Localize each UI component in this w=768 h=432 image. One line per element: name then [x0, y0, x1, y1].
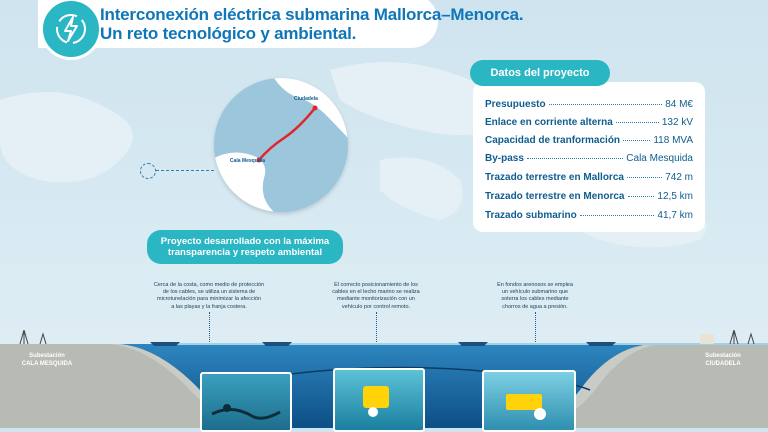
rov-photo [333, 368, 425, 432]
transparency-banner [147, 230, 343, 264]
caption-line: mediante monitorización con un [337, 296, 415, 303]
route-map [214, 78, 348, 212]
data-row [485, 153, 693, 164]
data-row [485, 191, 693, 202]
data-label: Capacidad de tranformación [485, 135, 621, 146]
caption-line: El correcto posicionamiento de los [334, 282, 418, 288]
substation-cala-mesquida [12, 352, 82, 368]
station-name: CIUDADELA [705, 361, 741, 367]
map-label-cala-mesquida: Cala Mesquida [230, 158, 266, 164]
trencher-photo [482, 370, 576, 432]
data-label: Trazado terrestre en Menorca [485, 191, 625, 202]
data-row [485, 99, 693, 110]
page-title-line1: Interconexión eléctrica submarina Mallorca–Menorca. [100, 5, 524, 24]
data-value: 742 m [665, 172, 693, 183]
station-name: CALA MESQUIDA [21, 361, 73, 367]
data-value: 41,7 km [657, 210, 693, 221]
data-row [485, 117, 693, 128]
banner-line2: transparencia y respeto ambiental [167, 247, 323, 258]
caption-sandy-bottom [465, 282, 605, 311]
data-value: 12,5 km [657, 191, 693, 202]
caption-line: En fondos arenosos se emplea [497, 282, 573, 288]
caption-line: a las playas y la franja costera. [171, 303, 247, 310]
station-label: Subestación [29, 353, 65, 359]
caption-microtunnel [139, 282, 279, 311]
substation-ciudadela [688, 352, 758, 368]
data-row [485, 172, 693, 183]
caption-line: un vehículo submarino que [501, 289, 569, 296]
data-label: Enlace en corriente alterna [485, 117, 613, 128]
caption-line: de los cables, se utiliza un sistema de [162, 289, 256, 296]
project-data-title: Datos del proyecto [470, 60, 610, 86]
lightning-icon [40, 0, 102, 60]
data-label: Presupuesto [485, 99, 546, 110]
banner-line1: Proyecto desarrollado con la máxima [160, 235, 330, 247]
map-callout-line [156, 170, 214, 171]
map-callout-marker [140, 163, 156, 179]
data-label: Trazado terrestre en Mallorca [485, 172, 624, 183]
caption-line: chorros de agua a presión. [502, 303, 568, 310]
map-label-ciudadela: Ciudadela [294, 96, 318, 102]
route-map-drawing [214, 78, 348, 212]
data-value: 132 kV [661, 117, 693, 128]
caption-line: microtunelación para minimizar la afección [157, 296, 261, 303]
caption-line: soterra los cables mediante [501, 296, 569, 303]
caption-line: cables en el lecho marino se realiza [332, 289, 420, 296]
caption-line: vehículo por control remoto. [341, 303, 411, 310]
diver-photo [200, 372, 292, 432]
data-value: Cala Mesquida [626, 153, 693, 164]
page-title-line2: Un reto tecnológico y ambiental. [100, 24, 357, 43]
data-value: 118 MVA [653, 135, 693, 146]
data-row [485, 135, 693, 146]
data-row [485, 210, 693, 221]
data-value: 84 M€ [665, 99, 693, 110]
station-label: Subestación [705, 353, 741, 359]
caption-positioning [306, 282, 446, 311]
caption-line: Cerca de la costa, como medio de protección [153, 282, 265, 288]
data-label: By-pass [485, 153, 524, 164]
data-label: Trazado submarino [485, 210, 577, 221]
